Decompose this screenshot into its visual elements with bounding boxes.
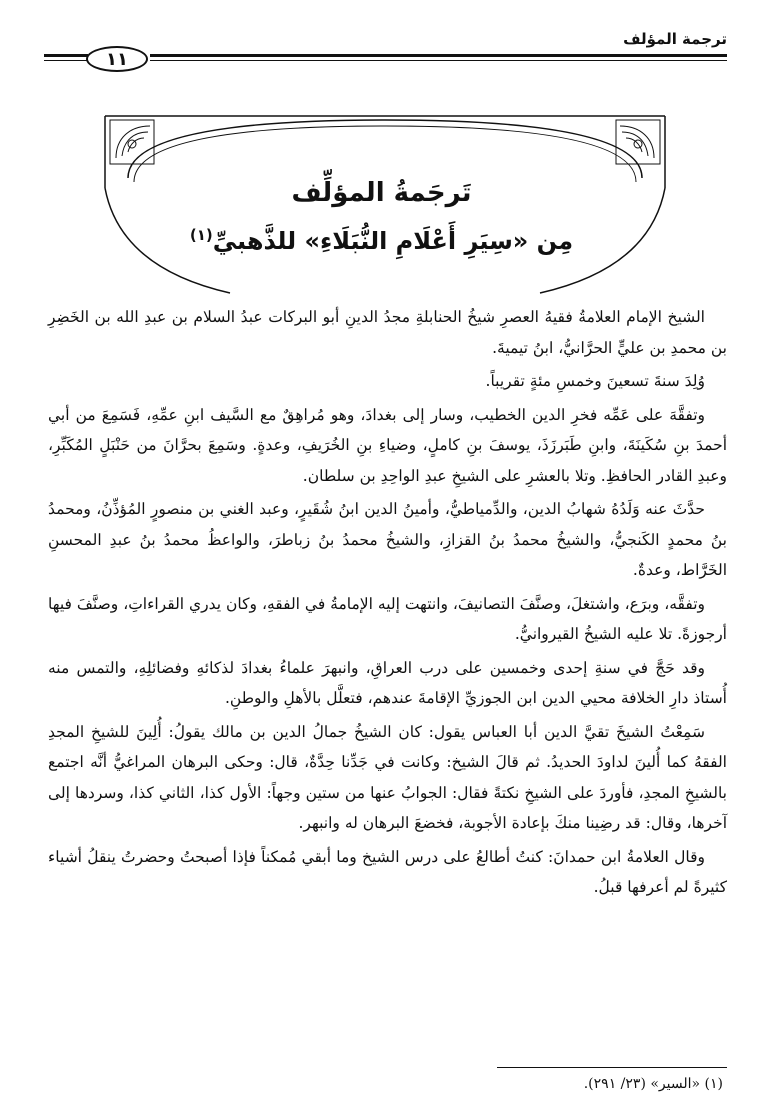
chapter-subtitle xyxy=(0,226,763,255)
footnote: (١) «السير» (٢٣/ ٢٩١). xyxy=(583,1076,723,1092)
paragraph: وُلِدَ سنةَ تسعينَ وخمسِ مئةٍ تقريباً. xyxy=(485,372,705,390)
footnote-marker: (١) xyxy=(189,226,213,244)
header-rule-left-thin xyxy=(44,60,88,61)
paragraph: وقال العلامةُ ابن حمدانَ: كنتُ أطالعُ على درس الشيخ وما أبقي مُمكناً فإذا أصبحتُ وحضرتُ ينقلُ أشياء كثيرةً لم أعرفها قبلُ. xyxy=(48,847,727,896)
paragraph: وتفقَّهَ على عَمِّه فخرِ الدين الخطيب، وسار إلى بغدادَ، وهو مُراهِقٌ مع السَّيف ابنِ عمِّهِ، فَسَمِعَ من أبي أحمدَ بنِ سُكَينَةَ، وابنِ طَبَرزَذَ، يوسفَ بنِ كاملٍ، وضياءِ بنِ الخُرَيفِ، وعدةٍ. وسَمِعَ بحرَّانَ من حَنْبَلٍ المُكَبِّرِ، وعبدِ القادر الحافظِ. وتلا بالعشرِ على الشيخِ عبدِ الواحِدِ بن سلطان. xyxy=(48,405,727,485)
body-text xyxy=(48,302,727,906)
paragraph: وقد حَجَّ في سنةِ إحدى وخمسين على درب العراقِ، وانبهرَ علماءُ بغدادَ لذكائهِ وفضائلِهِ، والتمس منه أُستاذ دارِ الخلافة محيي الدين ابن الجوزيِّ الإقامةَ عندهم، فتعلَّل بالأهلِ والوطنِ. xyxy=(48,658,727,707)
paragraph: الشيخ الإمام العلامةُ فقيهُ العصرِ شيخُ الحنابلةِ مجدُ الدينِ أبو البركات عبدُ السلام بن عبدِ الله بن الخَضِرِ بن محمدِ بن عليٍّ الحرَّانيُّ، ابنُ تيميةَ. xyxy=(48,308,727,357)
paragraph: وتفقَّه، وبرَع، واشتغلَ، وصنَّفَ التصانيفَ، وانتهت إليه الإمامةُ في الفقهِ، وكان يدري القراءاتِ، وصنَّفَ فيها أرجوزةً. تلا عليه الشيخُ القيروانيُّ. xyxy=(48,594,727,643)
header-rule-thin xyxy=(150,60,727,61)
footnote-separator xyxy=(497,1067,727,1068)
paragraph: سَمِعْتُ الشيخَ تقيَّ الدين أبا العباس يقول: كان الشيخُ جمالُ الدين بن مالك يقولُ: أُلِينَ للشيخِ المجدِ الفقهُ كما أُلينَ لداودَ الحديدُ. ثم قالَ الشيخ: وكانت في جَدِّنا حِدَّةٌ، قال: وحكى البرهان المراغيُّ أنَّه اجتمع بالشيخِ المجدِ، فأوردَ على الشيخِ نكتةً فقال: الجوابُ عنها من ستين وجهاً: الأول كذا، الثاني كذا، وسردها إلى آخرها، وقال: قد رضِينا منكَ بإعادة الأجوبة، فخضعَ البرهان له وانبهر. xyxy=(48,722,727,832)
header-rule xyxy=(150,54,727,57)
chapter-title: تَرجَمةُ المؤلِّف xyxy=(291,178,472,208)
running-header: ترجمة المؤلف xyxy=(623,30,727,48)
chapter-subtitle-text: مِن «سِيَرِ أَعْلَامِ النُّبَلَاءِ» للذَّهبيِّ xyxy=(212,227,574,255)
page-number: ١١ xyxy=(86,46,148,72)
header-rule-left xyxy=(44,54,88,57)
paragraph: حدَّثَ عنه وَلَدُهُ شهابُ الدين، والدِّمياطيُّ، وأمينُ الدين ابنُ شُقَيرٍ، وعبد الغني بن منصورٍ المُؤذِّنُ، ومحمدُ بنُ محمدٍ الكَنجيُّ، والشيخُ محمدُ بنُ القزازِ، والشيخُ محمدُ بنُ زباطرَ، والواعظُ محمدُ بنُ عبدِ المحسنِ الخَرَّاط، وعدةٌ. xyxy=(48,500,727,579)
